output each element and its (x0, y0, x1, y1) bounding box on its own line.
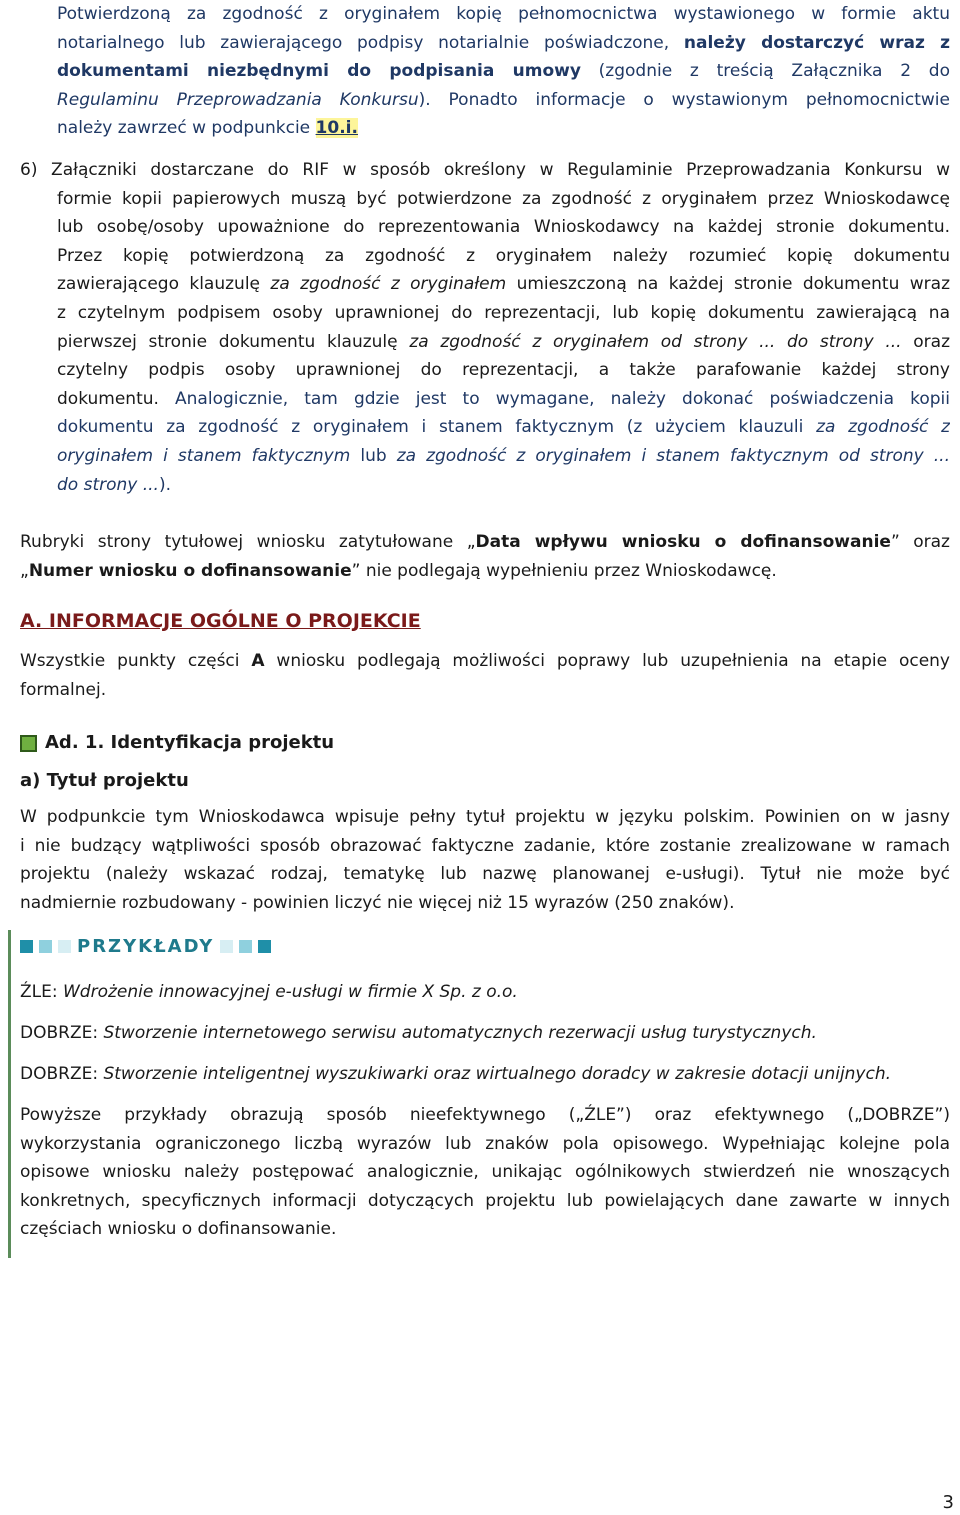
text-line: wniosku podlegają możliwości poprawy lub uzupełnienia na etapie oceny (264, 651, 950, 671)
bold-text: należy dostarczyć wraz z (683, 32, 950, 53)
attachments-paragraph (20, 156, 950, 499)
examples-summary (20, 1101, 950, 1244)
text-line: Potwierdzoną za zgodność z oryginałem kopię pełnomocnictwa wystawionego w formie aktu (57, 4, 950, 24)
text-line: notarialnego lub zawierającego podpisy notarialnie poświadczone, (57, 32, 684, 53)
italic-text: oryginałem i stanem faktycznym (57, 445, 351, 466)
text-line: czytelny podpis osoby uprawnionej do reprezentacji, a także parafowanie każdej strony (57, 360, 950, 381)
text-line: lub osobę/osoby upoważnione do reprezentowania Wnioskodawcy na każdej stronie dokumentu. (57, 217, 950, 238)
square-icon (258, 940, 271, 953)
italic-text: za zgodność z (816, 417, 950, 438)
example-label: ŹLE: (20, 982, 63, 1002)
bold-text: A (251, 651, 265, 671)
text-line: Powyższe przykłady obrazują sposób nieefektywnego („ŹLE”) oraz efektywnego („DOBRZE”) (20, 1105, 950, 1125)
text-line: Analogicznie, tam gdzie jest to wymagane, należy dokonać poświadczenia kopii (158, 388, 950, 409)
text-line: częściach wniosku o dofinansowanie. (20, 1219, 337, 1240)
text-line: formie kopii papierowych muszą być potwierdzone za zgodność z oryginałem przez Wnioskodawcę (57, 188, 950, 209)
text-line: wykorzystania ograniczonego liczbą wyrazów lub znaków pola opisowego. Wypełniając kolejne pola (20, 1133, 950, 1154)
examples-heading (20, 936, 271, 957)
text-line: (zgodnie z treścią Załącznika 2 do (580, 61, 950, 82)
page-number: 3 (942, 1492, 954, 1513)
bold-text: Data wpływu wniosku o dofinansowanie (475, 532, 891, 552)
text-line: Wszystkie punkty części (20, 651, 252, 671)
text-line: pierwszej stronie dokumentu klauzulę (57, 331, 410, 352)
text-line: Przez kopię potwierdzoną za zgodność z oryginałem należy rozumieć kopię dokumentu (57, 245, 950, 266)
text-line: dokumentu za zgodność z oryginałem i stanem faktycznym (z użyciem klauzuli (57, 417, 817, 438)
italic-text: do strony ... (57, 474, 159, 495)
square-icon (220, 940, 233, 953)
example-good-2 (20, 1060, 950, 1089)
text-line: należy zawrzeć w podpunkcie (57, 118, 316, 139)
title-description (20, 803, 950, 917)
example-label: DOBRZE: (20, 1064, 104, 1084)
example-text: Stworzenie internetowego serwisu automatycznych rezerwacji usług turystycznych. (103, 1023, 817, 1043)
text-line: ). (158, 474, 172, 495)
square-icon (20, 940, 33, 953)
text-line: ). Ponadto informacje o wystawionym pełnomocnictwie (418, 89, 950, 110)
examples-side-bar (8, 930, 11, 1258)
subpoint-reference: 10.i. (315, 118, 358, 139)
italic-text: za zgodność z oryginałem i stanem faktycznym od strony ... (396, 445, 950, 466)
title-page-fields-note (20, 528, 950, 585)
example-text: Stworzenie inteligentnej wyszukiwarki oraz wirtualnego doradcy w zakresie dotacji unijnych. (103, 1064, 892, 1084)
text-line: umieszczoną na każdej stronie dokumentu wraz (506, 274, 950, 295)
text-line: ” nie podlegają wypełnieniu przez Wnioskodawcę. (351, 560, 777, 581)
text-line: lub (350, 445, 397, 466)
text-line: ” oraz (890, 532, 950, 552)
square-icon (58, 940, 71, 953)
square-icon (239, 940, 252, 953)
text-line: dokumentu. (57, 388, 159, 409)
green-square-icon (20, 735, 37, 752)
ad1-heading (20, 730, 334, 756)
text-line: i nie budzący wątpliwości sposób obrazować faktyczne zadanie, które zostanie zrealizowane w ramach (20, 835, 950, 856)
text-line: zawierającego klauzulę (57, 274, 271, 295)
section-a-heading: A. INFORMACJE OGÓLNE O PROJEKCIE (20, 610, 421, 632)
italic-text: Regulaminu Przeprowadzania Konkursu (57, 89, 419, 110)
italic-text: za zgodność z oryginałem od strony ... do strony ... (409, 331, 902, 352)
text-line: formalnej. (20, 679, 107, 700)
example-text: Wdrożenie innowacyjnej e-usługi w firmie X Sp. z o.o. (63, 982, 518, 1002)
example-label: DOBRZE: (20, 1023, 104, 1043)
italic-text: za zgodność z oryginałem (270, 274, 507, 295)
subheading-title: a) Tytuł projektu (20, 770, 189, 791)
bold-text: Numer wniosku o dofinansowanie (28, 560, 352, 581)
poa-paragraph (57, 0, 950, 143)
text-line: z czytelnym podpisem osoby uprawnionej do reprezentacji, lub kopię dokumentu zawierającą na (57, 302, 950, 323)
examples-title: PRZYKŁADY (77, 936, 215, 957)
square-icon (39, 940, 52, 953)
text-line: Rubryki strony tytułowej wniosku zatytułowane „ (20, 532, 476, 552)
section-a-intro (20, 647, 950, 704)
text-line: nadmiernie rozbudowany - powinien liczyć nie więcej niż 15 wyrazów (250 znaków). (20, 892, 735, 913)
text-line: opisowe wniosku należy postępować analogicznie, unikając ogólnikowych stwierdzeń nie wnoszących (20, 1162, 950, 1183)
text-line: konkretnych, specyficznych informacji dotyczących projektu lub powielających dane zawarte w innych (20, 1190, 950, 1211)
text-line: W podpunkcie tym Wnioskodawca wpisuje pełny tytuł projektu w języku polskim. Powinien on w jasny (20, 807, 950, 827)
text-line: „ (20, 560, 29, 581)
bold-text: dokumentami niezbędnymi do podpisania umowy (57, 61, 581, 82)
heading-text: Ad. 1. Identyfikacja projektu (45, 732, 335, 753)
text-line: oraz (901, 331, 950, 352)
example-bad (20, 978, 950, 1007)
text-line: 6) Załączniki dostarczane do RIF w sposób określony w Regulaminie Przeprowadzania Konkursu w (20, 160, 950, 180)
text-line: projektu (należy wskazać rodzaj, tematykę lub nazwę planowanej e-usługi). Tytuł nie może być (20, 864, 950, 885)
example-good-1 (20, 1019, 950, 1048)
